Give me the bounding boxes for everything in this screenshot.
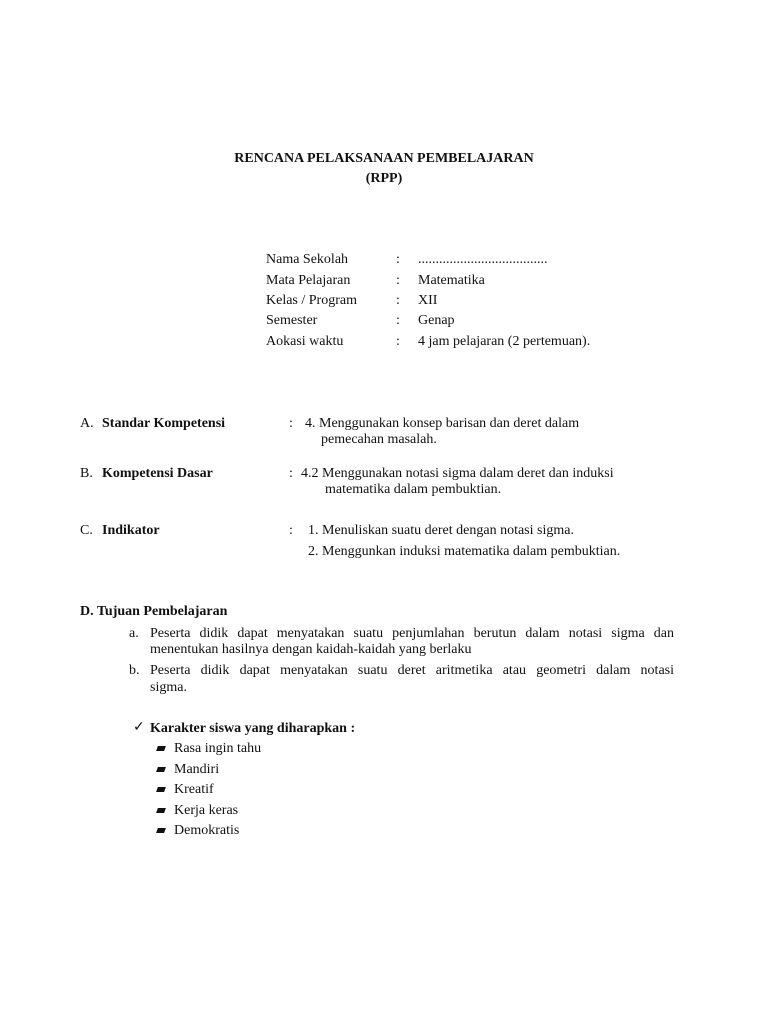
identity-separator: : <box>396 334 400 349</box>
section-text: pemecahan masalah. <box>321 432 437 447</box>
section-title: Indikator <box>102 523 160 538</box>
tujuan-text: Peserta didik dapat menyatakan suatu penjumlahan berutun dalam notasi sigma dan <box>150 626 674 641</box>
karakter-item: Kreatif <box>174 782 214 797</box>
karakter-heading: Karakter siswa yang diharapkan : <box>150 721 356 736</box>
list-marker: a. <box>129 626 139 641</box>
document-subtitle: (RPP) <box>365 171 403 186</box>
identity-separator: : <box>396 252 400 267</box>
tujuan-text: Peserta didik dapat menyatakan suatu deret aritmetika atau geometri dalam notasi <box>150 663 674 678</box>
tujuan-text: sigma. <box>150 680 187 695</box>
section-letter: A. <box>80 416 94 431</box>
section-colon: : <box>289 416 293 431</box>
section-colon: : <box>289 466 293 481</box>
section-text: 4.2 Menggunakan notasi sigma dalam deret dan induksi <box>301 466 614 481</box>
indikator-item: 2. Menggunkan induksi matematika dalam pembuktian. <box>308 544 621 559</box>
bullet-icon <box>156 746 166 751</box>
identity-value: 4 jam pelajaran (2 pertemuan). <box>418 334 591 349</box>
section-letter: B. <box>80 466 93 481</box>
identity-label: Nama Sekolah <box>266 252 349 267</box>
identity-label: Semester <box>266 313 318 328</box>
check-icon: ✓ <box>133 719 145 735</box>
bullet-icon <box>156 828 166 833</box>
karakter-item: Kerja keras <box>174 803 239 818</box>
identity-label: Mata Pelajaran <box>266 273 351 288</box>
identity-value: ..................................... <box>418 252 548 267</box>
document-title: RENCANA PELAKSANAAN PEMBELAJARAN <box>234 151 534 166</box>
identity-label: Kelas / Program <box>266 293 357 308</box>
section-text: matematika dalam pembuktian. <box>325 482 502 497</box>
section-title: Standar Kompetensi <box>102 416 226 431</box>
identity-separator: : <box>396 293 400 308</box>
section-colon: : <box>289 523 293 538</box>
karakter-item: Mandiri <box>174 762 220 777</box>
karakter-item: Rasa ingin tahu <box>174 741 262 756</box>
tujuan-text: menentukan hasilnya dengan kaidah-kaidah yang berlaku <box>150 642 472 657</box>
identity-value: XII <box>418 293 438 308</box>
identity-separator: : <box>396 313 400 328</box>
bullet-icon <box>156 787 166 792</box>
section-letter: C. <box>80 523 93 538</box>
identity-label: Aokasi waktu <box>266 334 344 349</box>
indikator-item: 1. Menuliskan suatu deret dengan notasi sigma. <box>308 523 574 538</box>
section-title: Kompetensi Dasar <box>102 466 213 481</box>
identity-value: Genap <box>418 313 455 328</box>
list-marker: b. <box>129 663 140 678</box>
identity-separator: : <box>396 273 400 288</box>
karakter-item: Demokratis <box>174 823 240 838</box>
section-heading: D. Tujuan Pembelajaran <box>80 604 228 619</box>
bullet-icon <box>156 808 166 813</box>
section-text: 4. Menggunakan konsep barisan dan deret dalam <box>305 416 580 431</box>
identity-value: Matematika <box>418 273 485 288</box>
bullet-icon <box>156 767 166 772</box>
